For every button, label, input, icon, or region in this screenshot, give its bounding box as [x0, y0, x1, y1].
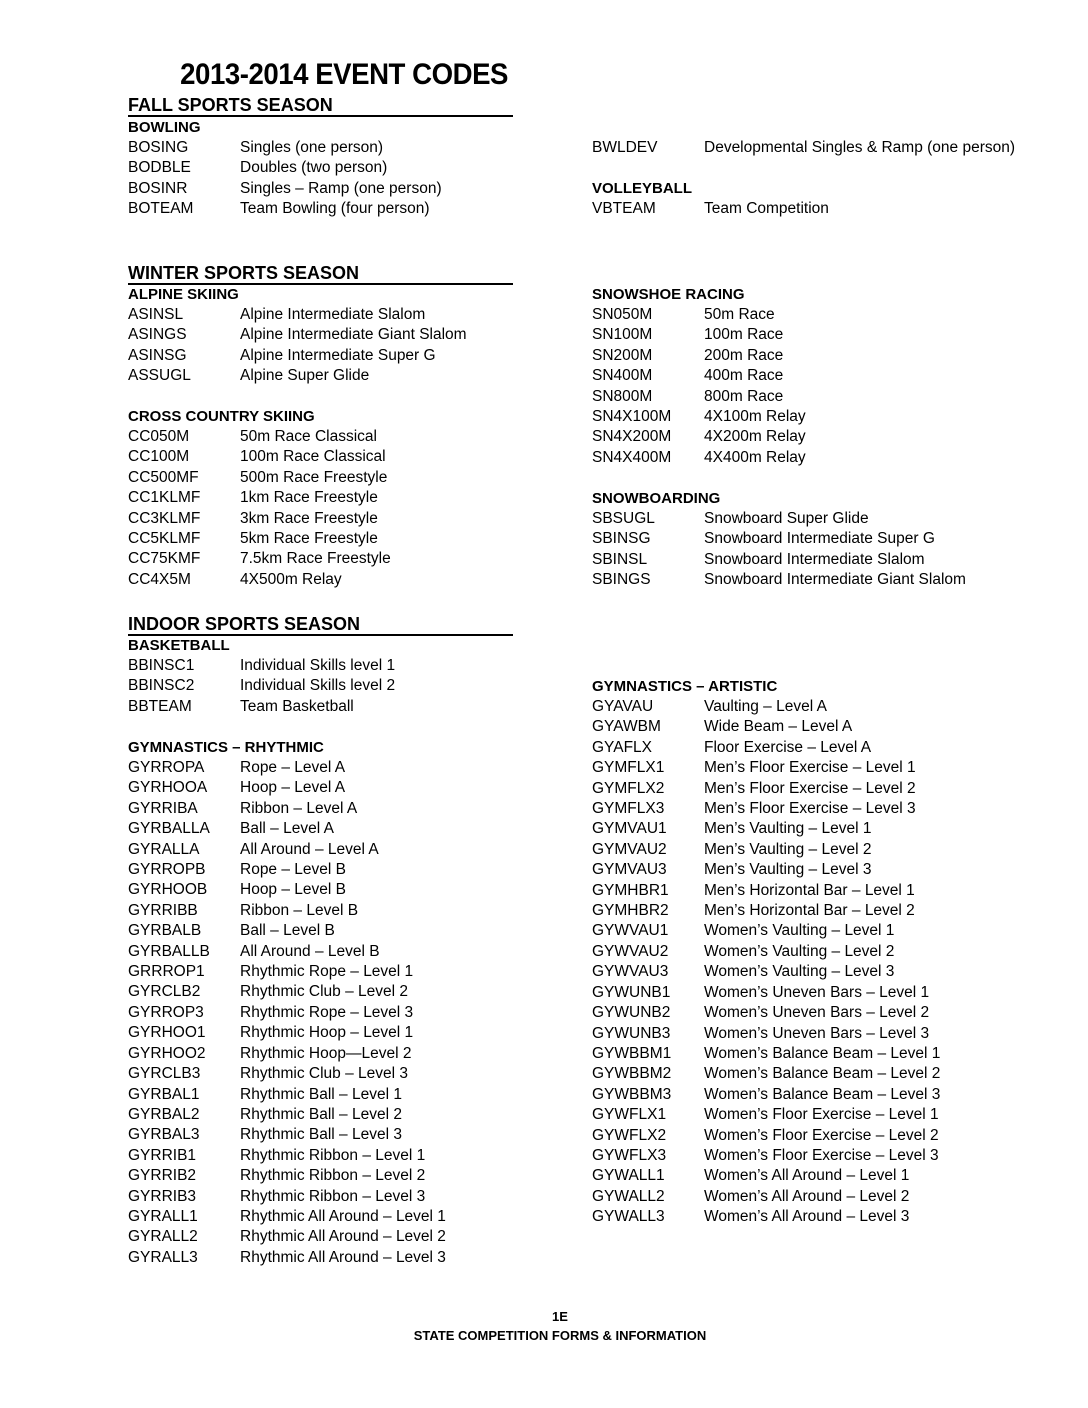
- event-description: Floor Exercise – Level A: [704, 738, 872, 756]
- list-item: [128, 1044, 446, 1064]
- event-code: GYRRIBA: [128, 799, 198, 817]
- event-description: 500m Race Freestyle: [240, 468, 388, 486]
- event-code: GYRRIBB: [128, 901, 198, 919]
- event-description: 7.5km Race Freestyle: [240, 550, 391, 568]
- event-description: Rhythmic Ball – Level 2: [240, 1105, 402, 1123]
- event-description: 400m Race: [704, 367, 784, 385]
- event-description: Team Competition: [704, 200, 829, 217]
- event-code: GYRBAL3: [128, 1126, 200, 1144]
- event-description: 200m Race: [704, 346, 784, 364]
- event-description: 4X100m Relay: [704, 408, 806, 426]
- event-description: Snowboard Super Glide: [704, 510, 869, 527]
- event-description: Women’s All Around – Level 3: [704, 1208, 910, 1226]
- list-item: [592, 1166, 940, 1186]
- event-description: 4X200m Relay: [704, 428, 806, 446]
- event-description: Rhythmic All Around – Level 1: [240, 1207, 446, 1225]
- event-code: GYRALL2: [128, 1228, 198, 1246]
- event-code: SBSUGL: [592, 510, 655, 527]
- event-description: Women’s All Around – Level 1: [704, 1167, 910, 1185]
- event-description: Team Bowling (four person): [240, 200, 430, 218]
- event-description: Men’s Horizontal Bar – Level 1: [704, 881, 915, 899]
- event-description: Rhythmic Rope – Level 1: [240, 963, 414, 981]
- event-code: CC75KMF: [128, 550, 201, 568]
- event-code: BBINSC1: [128, 657, 195, 674]
- event-code: GYMFLX3: [592, 800, 665, 818]
- volleyball-title: VOLLEYBALL: [592, 180, 692, 197]
- list-item: [592, 427, 806, 447]
- list-item: [128, 860, 446, 880]
- list-item: [128, 366, 467, 386]
- event-description: All Around – Level B: [240, 942, 380, 960]
- event-description: Men’s Vaulting – Level 2: [704, 840, 872, 858]
- event-code: GYAFLX: [592, 738, 653, 756]
- event-description: All Around – Level A: [240, 840, 379, 858]
- snowshoe-title: SNOWSHOE RACING: [592, 286, 745, 303]
- list-item: [128, 880, 446, 900]
- list-item: [128, 1248, 446, 1268]
- event-description: Rhythmic Ball – Level 3: [240, 1126, 402, 1144]
- event-code: GYRROPA: [128, 759, 205, 776]
- event-code: GYWVAU1: [592, 922, 669, 940]
- event-code: GYMVAU3: [592, 861, 667, 879]
- event-code: GYMHBR2: [592, 902, 669, 920]
- list-item: [128, 656, 395, 676]
- list-item: [592, 1044, 940, 1064]
- alpine-list: [128, 305, 467, 387]
- event-description: Women’s Uneven Bars – Level 2: [704, 1004, 930, 1022]
- event-description: Women’s Floor Exercise – Level 1: [704, 1106, 939, 1124]
- event-code: SN4X400M: [592, 448, 672, 466]
- event-description: Rhythmic Ribbon – Level 3: [240, 1187, 426, 1205]
- event-code: SBINSG: [592, 530, 651, 548]
- event-description: Rhythmic Rope – Level 3: [240, 1003, 414, 1021]
- artistic-section: [592, 677, 940, 1228]
- event-code: GYWVAU3: [592, 963, 669, 981]
- event-code: GYMVAU1: [592, 820, 667, 838]
- list-item: [592, 1105, 940, 1125]
- list-item: [128, 199, 442, 219]
- cross-country-list: [128, 427, 391, 590]
- event-code: SBINGS: [592, 571, 651, 589]
- event-code: GYWFLX2: [592, 1126, 667, 1144]
- basketball-list: [128, 656, 395, 717]
- event-code: VBTEAM: [592, 200, 656, 217]
- artistic-list: [592, 697, 940, 1228]
- event-code: BOSING: [128, 139, 189, 156]
- event-code: ASSUGL: [128, 367, 191, 385]
- event-description: Vaulting – Level A: [704, 698, 827, 715]
- snowshoe-list: [592, 305, 806, 468]
- rhythmic-section: [128, 738, 446, 1268]
- event-code: SN050M: [592, 306, 653, 323]
- basketball-title: BASKETBALL: [128, 637, 230, 654]
- event-code: GYRRIB2: [128, 1167, 197, 1185]
- event-code: GYRRIB3: [128, 1187, 197, 1205]
- event-code: GYWBBM3: [592, 1085, 672, 1103]
- list-item: [128, 1227, 446, 1247]
- event-code: GYWBBM1: [592, 1044, 672, 1062]
- event-description: Women’s Balance Beam – Level 1: [704, 1044, 941, 1062]
- event-code: GYRHOO2: [128, 1044, 206, 1062]
- event-code: ASINSG: [128, 346, 187, 364]
- list-item: [128, 427, 391, 447]
- event-description: Rhythmic Hoop—Level 2: [240, 1044, 412, 1062]
- event-code: GYRBALB: [128, 922, 202, 940]
- event-code: GYMFLX1: [592, 759, 665, 777]
- list-item: [128, 799, 446, 819]
- event-code: BBTEAM: [128, 697, 192, 715]
- event-description: Snowboard Intermediate Giant Slalom: [704, 571, 966, 589]
- event-code: GYRCLB2: [128, 983, 201, 1001]
- event-code: GYRHOOA: [128, 779, 208, 797]
- cross-country-section: [128, 407, 391, 590]
- bowling-list: [128, 138, 442, 220]
- event-description: Rope – Level A: [240, 759, 346, 776]
- volleyball-section: [592, 179, 829, 219]
- event-code: CC1KLMF: [128, 489, 201, 507]
- list-item: [592, 305, 806, 325]
- event-description: Men’s Vaulting – Level 3: [704, 861, 872, 879]
- list-item: [128, 942, 446, 962]
- list-item: [592, 983, 940, 1003]
- event-description: Men’s Horizontal Bar – Level 2: [704, 902, 915, 920]
- event-description: Singles (one person): [240, 139, 384, 156]
- event-description: 100m Race Classical: [240, 448, 386, 466]
- event-code: GYRROP3: [128, 1003, 204, 1021]
- list-item: [592, 962, 940, 982]
- list-item: [592, 860, 940, 880]
- list-item: [128, 921, 446, 941]
- event-description: Rhythmic Club – Level 3: [240, 1065, 408, 1083]
- event-code: SN800M: [592, 387, 653, 405]
- list-item: [128, 1207, 446, 1227]
- event-code: CC050M: [128, 428, 190, 445]
- event-code: GYRBALLB: [128, 942, 210, 960]
- list-item: [128, 488, 391, 508]
- list-item: [592, 1003, 940, 1023]
- list-item: [128, 468, 391, 488]
- event-code: GYRALL1: [128, 1207, 198, 1225]
- event-code: BBINSC2: [128, 677, 195, 695]
- bowling-title: BOWLING: [128, 119, 201, 136]
- event-description: Rhythmic All Around – Level 2: [240, 1228, 446, 1246]
- page-number: 1E: [552, 1309, 568, 1324]
- event-description: 1km Race Freestyle: [240, 489, 378, 507]
- event-description: Ribbon – Level A: [240, 799, 358, 817]
- list-item: [128, 325, 467, 345]
- list-item: [128, 778, 446, 798]
- event-description: Women’s Vaulting – Level 1: [704, 922, 895, 940]
- rhythmic-list: [128, 758, 446, 1268]
- event-description: Snowboard Intermediate Slalom: [704, 550, 925, 568]
- event-description: Women’s Vaulting – Level 3: [704, 963, 895, 981]
- event-code: GYRALLA: [128, 840, 200, 858]
- event-description: 50m Race Classical: [240, 428, 377, 445]
- list-item: [592, 387, 806, 407]
- list-item: [128, 840, 446, 860]
- event-code: BODBLE: [128, 159, 191, 177]
- event-description: Rope – Level B: [240, 861, 346, 879]
- list-item: [592, 448, 806, 468]
- list-item: [592, 1146, 940, 1166]
- list-item: [128, 962, 446, 982]
- footer-text: STATE COMPETITION FORMS & INFORMATION: [413, 1328, 707, 1343]
- event-description: 50m Race: [704, 306, 775, 323]
- event-code: SN4X100M: [592, 408, 672, 426]
- event-code: GYMVAU2: [592, 840, 667, 858]
- event-description: Women’s Floor Exercise – Level 3: [704, 1146, 939, 1164]
- list-item: [128, 447, 391, 467]
- bowling-right-section: [592, 138, 1015, 158]
- list-item: [128, 346, 467, 366]
- indoor-season-heading: INDOOR SPORTS SEASON: [128, 614, 513, 636]
- event-code: GYMFLX2: [592, 779, 665, 797]
- event-code: GYWFLX3: [592, 1146, 667, 1164]
- event-code: GYWALL3: [592, 1208, 665, 1226]
- list-item: [592, 509, 966, 529]
- event-code: GYRROPB: [128, 861, 206, 879]
- list-item: [128, 697, 395, 717]
- alpine-section: [128, 285, 467, 387]
- rhythmic-title: GYMNASTICS – RHYTHMIC: [128, 739, 324, 756]
- event-code: GYRBAL2: [128, 1105, 200, 1123]
- list-item: [592, 840, 940, 860]
- event-description: 4X400m Relay: [704, 448, 806, 466]
- list-item: [128, 1187, 446, 1207]
- list-item: [592, 1187, 940, 1207]
- event-description: Men’s Floor Exercise – Level 1: [704, 759, 916, 777]
- event-description: Alpine Intermediate Slalom: [240, 306, 426, 323]
- page-title: 2013-2014 EVENT CODES: [180, 58, 508, 91]
- list-item: [592, 738, 940, 758]
- alpine-title: ALPINE SKIING: [128, 286, 239, 303]
- event-description: 800m Race: [704, 387, 784, 405]
- snowboarding-title: SNOWBOARDING: [592, 490, 721, 507]
- list-item: [592, 366, 806, 386]
- event-description: Women’s Balance Beam – Level 3: [704, 1085, 941, 1103]
- event-description: Women’s Vaulting – Level 2: [704, 942, 895, 960]
- event-description: Ball – Level B: [240, 922, 335, 940]
- volleyball-list: [592, 199, 829, 219]
- cross-country-title: CROSS COUNTRY SKIING: [128, 408, 315, 425]
- event-code: ASINGS: [128, 326, 187, 344]
- list-item: [128, 982, 446, 1002]
- list-item: [592, 570, 966, 590]
- list-item: [592, 779, 940, 799]
- list-item: [128, 138, 442, 158]
- list-item: [592, 1207, 940, 1227]
- artistic-title: GYMNASTICS – ARTISTIC: [592, 678, 778, 695]
- list-item: [128, 549, 391, 569]
- event-code: GYRBALLA: [128, 820, 210, 838]
- list-item: [592, 325, 806, 345]
- event-code: GYWALL1: [592, 1167, 665, 1185]
- list-item: [592, 1085, 940, 1105]
- event-code: GYRRIB1: [128, 1146, 197, 1164]
- event-description: 100m Race: [704, 326, 784, 344]
- event-description: Rhythmic Ball – Level 1: [240, 1085, 402, 1103]
- event-description: Ribbon – Level B: [240, 901, 359, 919]
- list-item: [128, 1146, 446, 1166]
- snowboarding-list: [592, 509, 966, 591]
- event-description: Ball – Level A: [240, 820, 334, 838]
- event-description: Men’s Floor Exercise – Level 2: [704, 779, 916, 797]
- event-description: 5km Race Freestyle: [240, 530, 378, 548]
- event-description: Team Basketball: [240, 697, 354, 715]
- event-code: CC100M: [128, 448, 190, 466]
- event-description: Alpine Intermediate Super G: [240, 346, 436, 364]
- event-description: Men’s Vaulting – Level 1: [704, 820, 872, 838]
- list-item: [592, 199, 829, 219]
- event-description: Snowboard Intermediate Super G: [704, 530, 935, 548]
- event-code: GYRCLB3: [128, 1065, 201, 1083]
- event-code: SN200M: [592, 346, 653, 364]
- list-item: [592, 1024, 940, 1044]
- event-code: GYWUNB1: [592, 983, 671, 1001]
- list-item: [128, 676, 395, 696]
- event-code: GYAVAU: [592, 698, 654, 715]
- event-code: GYWFLX1: [592, 1106, 667, 1124]
- list-item: [128, 758, 446, 778]
- list-item: [128, 570, 391, 590]
- list-item: [592, 901, 940, 921]
- list-item: [592, 697, 940, 717]
- event-code: GYWALL2: [592, 1187, 665, 1205]
- event-code: CC4X5M: [128, 570, 191, 588]
- event-description: Alpine Super Glide: [240, 367, 370, 385]
- snowboarding-section: [592, 489, 966, 591]
- event-code: SBINSL: [592, 550, 648, 568]
- event-description: Doubles (two person): [240, 159, 388, 177]
- list-item: [592, 921, 940, 941]
- event-description: Women’s Balance Beam – Level 2: [704, 1065, 941, 1083]
- list-item: [592, 1126, 940, 1146]
- list-item: [128, 1105, 446, 1125]
- event-description: Wide Beam – Level A: [704, 718, 853, 736]
- event-description: Women’s Uneven Bars – Level 1: [704, 983, 930, 1001]
- event-code: SN400M: [592, 367, 653, 385]
- list-item: [592, 1064, 940, 1084]
- list-item: [128, 901, 446, 921]
- event-code: GYWBBM2: [592, 1065, 672, 1083]
- list-item: [128, 1166, 446, 1186]
- list-item: [592, 138, 1015, 158]
- event-description: Rhythmic Ribbon – Level 1: [240, 1146, 426, 1164]
- event-description: Alpine Intermediate Giant Slalom: [240, 326, 467, 344]
- event-code: ASINSL: [128, 306, 184, 323]
- event-description: 4X500m Relay: [240, 570, 342, 588]
- basketball-section: [128, 636, 395, 717]
- event-code: BOTEAM: [128, 200, 194, 218]
- event-description: Hoop – Level A: [240, 779, 346, 797]
- event-code: GYRHOOB: [128, 881, 208, 899]
- event-code: GYRHOO1: [128, 1024, 206, 1042]
- snowshoe-section: [592, 285, 806, 468]
- event-code: SN100M: [592, 326, 653, 344]
- event-description: Women’s Uneven Bars – Level 3: [704, 1024, 930, 1042]
- list-item: [592, 881, 940, 901]
- list-item: [128, 1023, 446, 1043]
- event-code: CC500MF: [128, 468, 199, 486]
- list-item: [128, 1003, 446, 1023]
- fall-season-heading: FALL SPORTS SEASON: [128, 95, 513, 117]
- list-item: [592, 550, 966, 570]
- event-description: Women’s All Around – Level 2: [704, 1187, 910, 1205]
- event-code: GYMHBR1: [592, 881, 669, 899]
- event-code: GYWVAU2: [592, 942, 669, 960]
- list-item: [128, 1125, 446, 1145]
- list-item: [128, 509, 391, 529]
- list-item: [592, 407, 806, 427]
- list-item: [592, 758, 940, 778]
- list-item: [592, 346, 806, 366]
- event-code: GYWUNB2: [592, 1004, 671, 1022]
- winter-season-heading: WINTER SPORTS SEASON: [128, 263, 513, 285]
- event-description: Individual Skills level 2: [240, 677, 396, 695]
- list-item: [128, 305, 467, 325]
- event-code: CC3KLMF: [128, 509, 201, 527]
- event-code: GYRBAL1: [128, 1085, 200, 1103]
- event-code: BOSINR: [128, 179, 188, 197]
- list-item: [128, 1085, 446, 1105]
- list-item: [128, 158, 442, 178]
- event-description: Individual Skills level 1: [240, 657, 396, 674]
- list-item: [592, 529, 966, 549]
- event-code: SN4X200M: [592, 428, 672, 446]
- list-item: [592, 942, 940, 962]
- event-description: Rhythmic All Around – Level 3: [240, 1248, 446, 1266]
- list-item: [592, 799, 940, 819]
- event-description: Singles – Ramp (one person): [240, 179, 442, 197]
- event-code: CC5KLMF: [128, 530, 201, 548]
- list-item: [128, 819, 446, 839]
- list-item: [128, 529, 391, 549]
- event-code: GYAWBM: [592, 718, 661, 736]
- event-code: BWLDEV: [592, 139, 658, 156]
- event-code: GYRALL3: [128, 1248, 198, 1266]
- list-item: [128, 1064, 446, 1084]
- event-description: Women’s Floor Exercise – Level 2: [704, 1126, 939, 1144]
- event-description: Rhythmic Club – Level 2: [240, 983, 408, 1001]
- list-item: [592, 819, 940, 839]
- event-description: Rhythmic Ribbon – Level 2: [240, 1167, 426, 1185]
- event-description: 3km Race Freestyle: [240, 509, 378, 527]
- event-description: Rhythmic Hoop – Level 1: [240, 1024, 414, 1042]
- event-description: Developmental Singles & Ramp (one person): [704, 139, 1016, 156]
- event-code: GYWUNB3: [592, 1024, 671, 1042]
- list-item: [128, 179, 442, 199]
- list-item: [592, 717, 940, 737]
- event-description: Hoop – Level B: [240, 881, 346, 899]
- event-description: Men’s Floor Exercise – Level 3: [704, 800, 916, 818]
- event-code: GRRROP1: [128, 963, 205, 981]
- bowling-section: [128, 118, 442, 220]
